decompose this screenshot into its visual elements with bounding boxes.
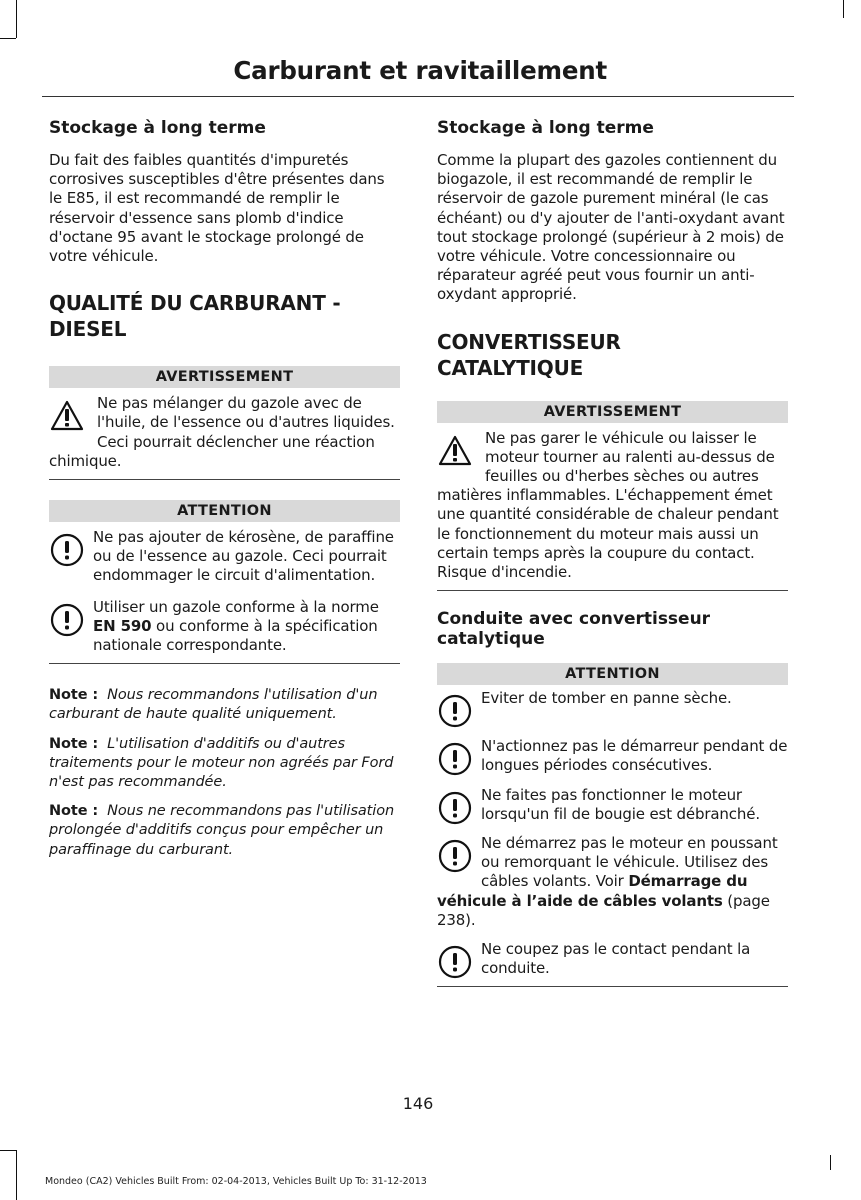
warning-box [49,366,400,480]
note-label: Note : [49,735,99,752]
attention-item [49,598,400,664]
section-heading: Stockage à long terme [437,118,654,138]
box-divider [437,590,788,591]
attention-box [437,663,788,987]
attention-box [49,500,400,664]
page-reference: (page 238). [437,891,770,929]
warning-triangle-icon [437,433,473,469]
crop-mark [16,0,17,38]
note-text: Nous recommandons l'utilisation d'un carburant de haute qualité uniquement. [49,687,378,723]
warning-text: Ne pas mélanger du gazole avec de l'huile, de l'essence ou d'autres liquides. Ceci pourrait déclencher une réaction chimique. [49,394,395,470]
header-divider [42,96,794,97]
left-column [49,118,400,860]
attention-item [437,786,788,824]
heading-line: CONVERTISSEUR [437,329,621,354]
attention-item [49,528,400,586]
right-column [437,118,788,987]
footer-text: Mondeo (CA2) Vehicles Built From: 02-04-2013, Vehicles Built Up To: 31-12-2013 [45,1176,427,1187]
warning-text: Ne pas garer le véhicule ou laisser le moteur tourner au ralenti au-dessus de feuilles ou d'herbes sèches ou autres matières inflammables. L'échappement émet une quantité considérable de chaleur pendant le fonctionnement du moteur mais aussi un certain temps après la coupure du contact. Risque d'incendie. [437,428,779,582]
section-heading-large [437,329,788,381]
section-body: Comme la plupart des gazoles contiennent du biogazole, il est recommandé de remplir le réservoir de gazole purement minéral (le cas échéant) ou d'y ajouter de l'anti-oxydant avant tout stockage prolongé (supérieur à 2 mois) de votre véhicule. Votre concessionnaire ou réparateur agréé peut vous fournir un anti-oxydant approprié. [437,151,785,304]
page-number: 146 [402,1094,434,1113]
attention-item [437,940,788,986]
warning-triangle-icon [49,398,85,434]
exclamation-circle-icon [437,790,473,826]
exclamation-circle-icon [49,602,85,638]
box-divider [49,479,400,480]
attention-text: Ne démarrez pas le moteur en poussant ou remorquant le véhicule. Utilisez des câbles volants. Voir [481,834,778,891]
attention-title: ATTENTION [49,500,400,522]
attention-text: Ne faites pas fonctionner le moteur lorsqu'un fil de bougie est débranché. [481,785,760,823]
attention-item [437,689,788,729]
section-body: Du fait des faibles quantités d'impuretés corrosives susceptibles d'être présentes dans le E85, il est recommandé de remplir le réservoir d'essence sans plomb d'indice d'octane 95 avant le stockage prolongé de votre véhicule. [49,151,385,266]
note-label: Note : [49,687,99,704]
attention-item [437,834,788,930]
exclamation-circle-icon [437,838,473,874]
note [49,735,400,793]
attention-text: Eviter de tomber en panne sèche. [481,689,732,708]
crop-mark [16,1150,17,1200]
attention-item [437,737,788,775]
crop-mark [843,0,844,18]
note-label: Note : [49,803,99,820]
section-heading: Conduite avec convertisseur catalytique [437,609,711,650]
heading-line: DIESEL [49,317,127,342]
box-divider [437,986,788,987]
page-title: Carburant et ravitaillement [233,56,607,85]
note [49,686,400,724]
warning-title: AVERTISSEMENT [49,366,400,388]
attention-text: Utiliser un gazole conforme à la norme [93,597,379,616]
crop-mark [0,38,16,39]
box-divider [49,663,400,664]
note [49,802,400,860]
attention-text: Ne coupez pas le contact pendant la conduite. [481,940,751,978]
note-text: L'utilisation d'additifs ou d'autres traitements pour le moteur non agréés par Ford n'est pas recommandée. [49,735,394,791]
attention-text: ou conforme à la spécification nationale correspondante. [93,616,378,655]
warning-item [49,394,400,479]
exclamation-circle-icon [437,693,473,729]
standard-reference: EN 590 [93,616,152,635]
exclamation-circle-icon [49,532,85,568]
note-text: Nous ne recommandons pas l'utilisation prolongée d'additifs conçus pour empêcher un paraffinage du carburant. [49,803,395,858]
crop-mark [0,1150,16,1151]
section-heading-large [49,290,400,342]
attention-text: Ne pas ajouter de kérosène, de paraffine ou de l'essence au gazole. Ceci pourrait endommager le circuit d'alimentation. [93,528,394,585]
heading-line: QUALITÉ DU CARBURANT - [49,291,341,316]
cross-reference-link[interactable]: Démarrage du véhicule à l’aide de câbles volants [437,872,748,910]
section-heading: Stockage à long terme [49,118,266,138]
crop-mark [830,1155,831,1170]
attention-title: ATTENTION [437,663,788,685]
warning-title: AVERTISSEMENT [437,401,788,423]
attention-text: N'actionnez pas le démarreur pendant de longues périodes consécutives. [481,737,788,775]
exclamation-circle-icon [437,944,473,980]
warning-item [437,429,788,591]
warning-box [437,401,788,592]
exclamation-circle-icon [437,741,473,777]
heading-line: CATALYTIQUE [437,355,584,380]
